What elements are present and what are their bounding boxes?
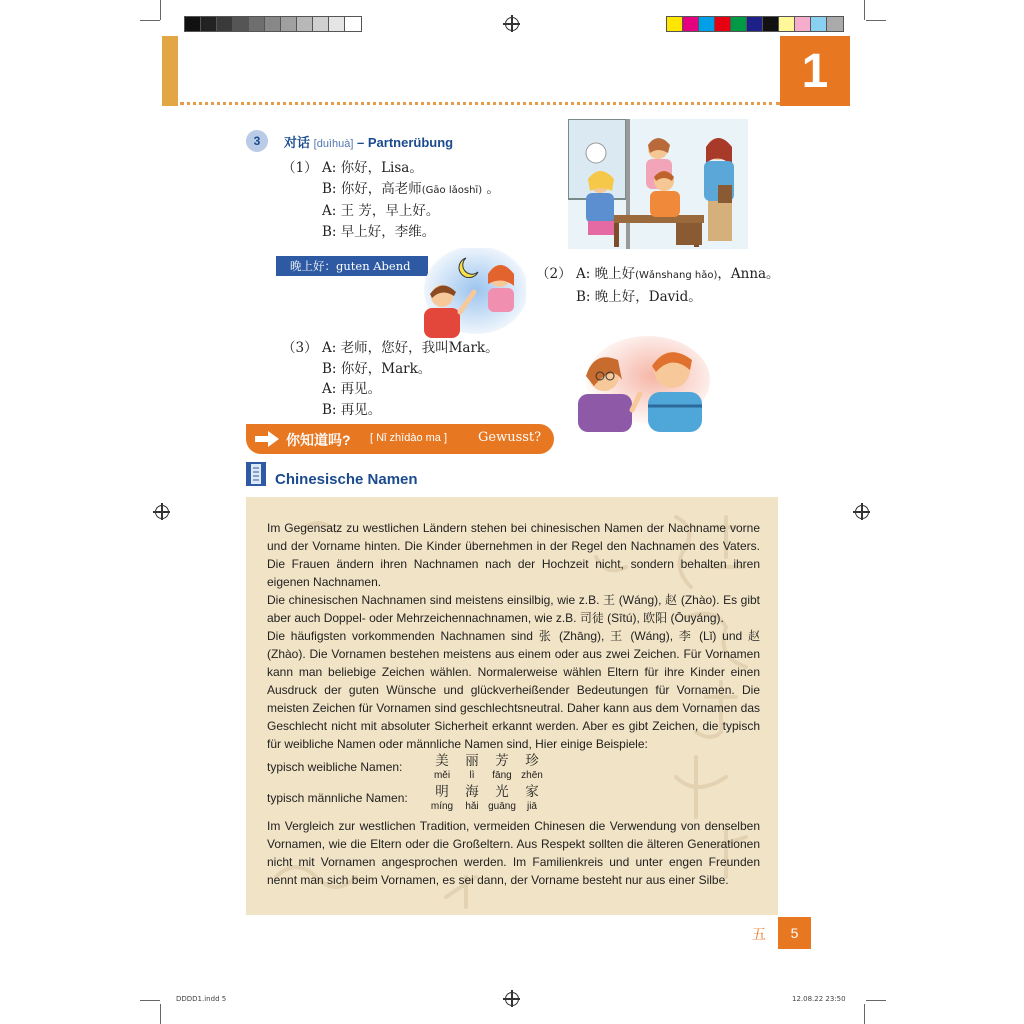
chapter-number-badge: 1 bbox=[780, 36, 850, 106]
page-number-zh: 五 bbox=[752, 927, 766, 943]
crop-mark bbox=[140, 1000, 160, 1001]
slug-right: 12.08.22 23:50 bbox=[792, 995, 846, 1003]
male-names-label: typisch männliche Namen: bbox=[267, 791, 408, 805]
paragraph-2 bbox=[267, 817, 760, 889]
name-char: 海 hǎi bbox=[465, 784, 479, 812]
crop-mark bbox=[140, 20, 160, 21]
header-accent-bar bbox=[162, 36, 178, 106]
dialog-line: A: 王 芳，早上好。 bbox=[322, 203, 440, 219]
name-char: 家 jiā bbox=[525, 784, 539, 812]
paragraph-text: Im Gegensatz zu westlichen Ländern stehen bei chinesischen Namen der Nachname vorne und der Vorname hinten. Die Kinder übernehmen in der Regel den Nachnamen des Vaters. Die Frauen ändern ihren Nachnamen nach der Hochzeit nicht, sondern behalten ihren eigenen Nachnamen. bbox=[267, 521, 760, 589]
crop-mark bbox=[866, 1000, 886, 1001]
crop-mark bbox=[864, 0, 865, 20]
dialog-line: B: 再见。 bbox=[322, 401, 382, 418]
dialog-line: A: 你好，Lisa。 bbox=[322, 160, 423, 176]
vocab-note: 晚上好：guten Abend bbox=[276, 256, 428, 276]
dialog-2-lines bbox=[576, 264, 780, 307]
name-char: 明 míng bbox=[430, 784, 454, 812]
registration-mark-icon bbox=[155, 505, 169, 519]
registration-mark-icon bbox=[505, 992, 519, 1006]
name-char: 丽 lì bbox=[465, 753, 479, 781]
did-you-know-pinyin: [ Nǐ zhīdào ma ] bbox=[370, 432, 448, 444]
paragraph-text: Die chinesischen Nachnamen sind meistens einsilbig, wie z.B. 王 (Wáng), 赵 (Zhào). Es gibt aber auch Doppel- oder Mehrzeichennachnamen, wie z.B. 司徒 (Sītú), 欧阳 (Ōuyáng). bbox=[267, 593, 760, 625]
did-you-know-banner bbox=[246, 424, 554, 454]
chinese-names-textbox bbox=[246, 497, 778, 915]
name-char: 珍 zhēn bbox=[521, 753, 543, 781]
dialog-line: B: 早上好，李维。 bbox=[322, 223, 436, 240]
dialog-line: B: 你好，Mark。 bbox=[322, 360, 432, 377]
header-dotted-rule bbox=[180, 102, 780, 105]
arrow-right-icon bbox=[255, 431, 279, 447]
female-names-label: typisch weibliche Namen: bbox=[267, 760, 403, 774]
dialog-line: A: 老师，您好，我叫Mark。 bbox=[322, 340, 499, 356]
crop-mark bbox=[160, 0, 161, 20]
section-title: Chinesische Namen bbox=[275, 471, 418, 488]
name-char: 光 guāng bbox=[488, 784, 516, 812]
crop-mark bbox=[866, 20, 886, 21]
exercise-title-zh: 对话 bbox=[284, 135, 311, 150]
dialog-line: B: 晚上好，David。 bbox=[576, 288, 702, 305]
did-you-know-de: Gewusst? bbox=[478, 430, 542, 445]
registration-mark-icon bbox=[505, 17, 519, 31]
crop-mark bbox=[864, 1004, 865, 1024]
crop-mark bbox=[160, 1004, 161, 1024]
evening-greeting-illustration bbox=[416, 248, 526, 338]
dialog-line: A: 晚上好(Wǎnshang hǎo)，Anna。 bbox=[576, 266, 780, 282]
dialog-1-lines bbox=[322, 158, 500, 242]
color-bar bbox=[666, 16, 844, 32]
registration-mark-icon bbox=[855, 505, 869, 519]
paragraph-text: Im Vergleich zur westlichen Tradition, vermeiden Chinesen die Verwendung von denselben Vornamen, wie die Eltern oder die Großeltern. Aus Respekt sollten die älteren Generationen nicht mit Vornamen angesprochen werden. Im Familienkreis und unter engen Freunden nennt man sich beim Vornamen, es sei dann, der Vorname besteht nur aus einer Silbe. bbox=[267, 819, 760, 887]
paragraph-text: Die häufigsten vorkommenden Nachnamen sind 张 (Zhāng), 王 (Wáng), 李 (Lǐ) und 赵 (Zhào). Die Vornamen bestehen meistens aus einem oder aus zwei Zeichen. Für Vornamen kann man beliebige Zeichen wählen. Normalerweise wählen Eltern für ihre Kinder einen Ausdruck der guten Wünsche und glückverheißender Bedeutungen für Vornamen. Die meisten Zeichen für Vornamen sind geschlechtsneutral. Daher kann aus dem Vornamen das Geschlecht nicht mit absoluter Sicherheit erkannt werden. Aber es gibt Zeichen, die typisch für weibliche Namen oder männliche Namen sind, Hier einige Beispiele: bbox=[267, 629, 760, 751]
page-number: 5 bbox=[778, 917, 811, 949]
dialog-2-number: （2） bbox=[536, 266, 572, 282]
did-you-know-zh: 你知道吗? bbox=[286, 432, 351, 448]
name-char: 芳 fāng bbox=[492, 753, 512, 781]
classroom-illustration bbox=[568, 119, 748, 249]
dialog-1-number: （1） bbox=[282, 160, 318, 176]
grayscale-bar bbox=[184, 16, 362, 32]
dialog-3-number: （3） bbox=[282, 340, 318, 356]
exercise-title-de: Partnerübung bbox=[367, 135, 454, 150]
paragraph-1 bbox=[267, 519, 760, 753]
dialog-3-lines bbox=[322, 338, 499, 420]
slug-left: DDDD1.indd 5 bbox=[176, 995, 227, 1003]
teacher-student-illustration bbox=[572, 336, 712, 432]
exercise-title-dash: – bbox=[357, 135, 365, 150]
exercise-number: 3 bbox=[246, 130, 268, 152]
exercise-title-pinyin: [duìhuà] bbox=[313, 138, 354, 150]
name-char: 美 měi bbox=[433, 753, 451, 781]
dialog-line: A: 再见。 bbox=[322, 381, 382, 397]
dialog-line: B: 你好，高老师(Gāo lǎoshī) 。 bbox=[322, 180, 500, 197]
book-icon bbox=[246, 462, 266, 486]
exercise-title bbox=[284, 132, 453, 151]
